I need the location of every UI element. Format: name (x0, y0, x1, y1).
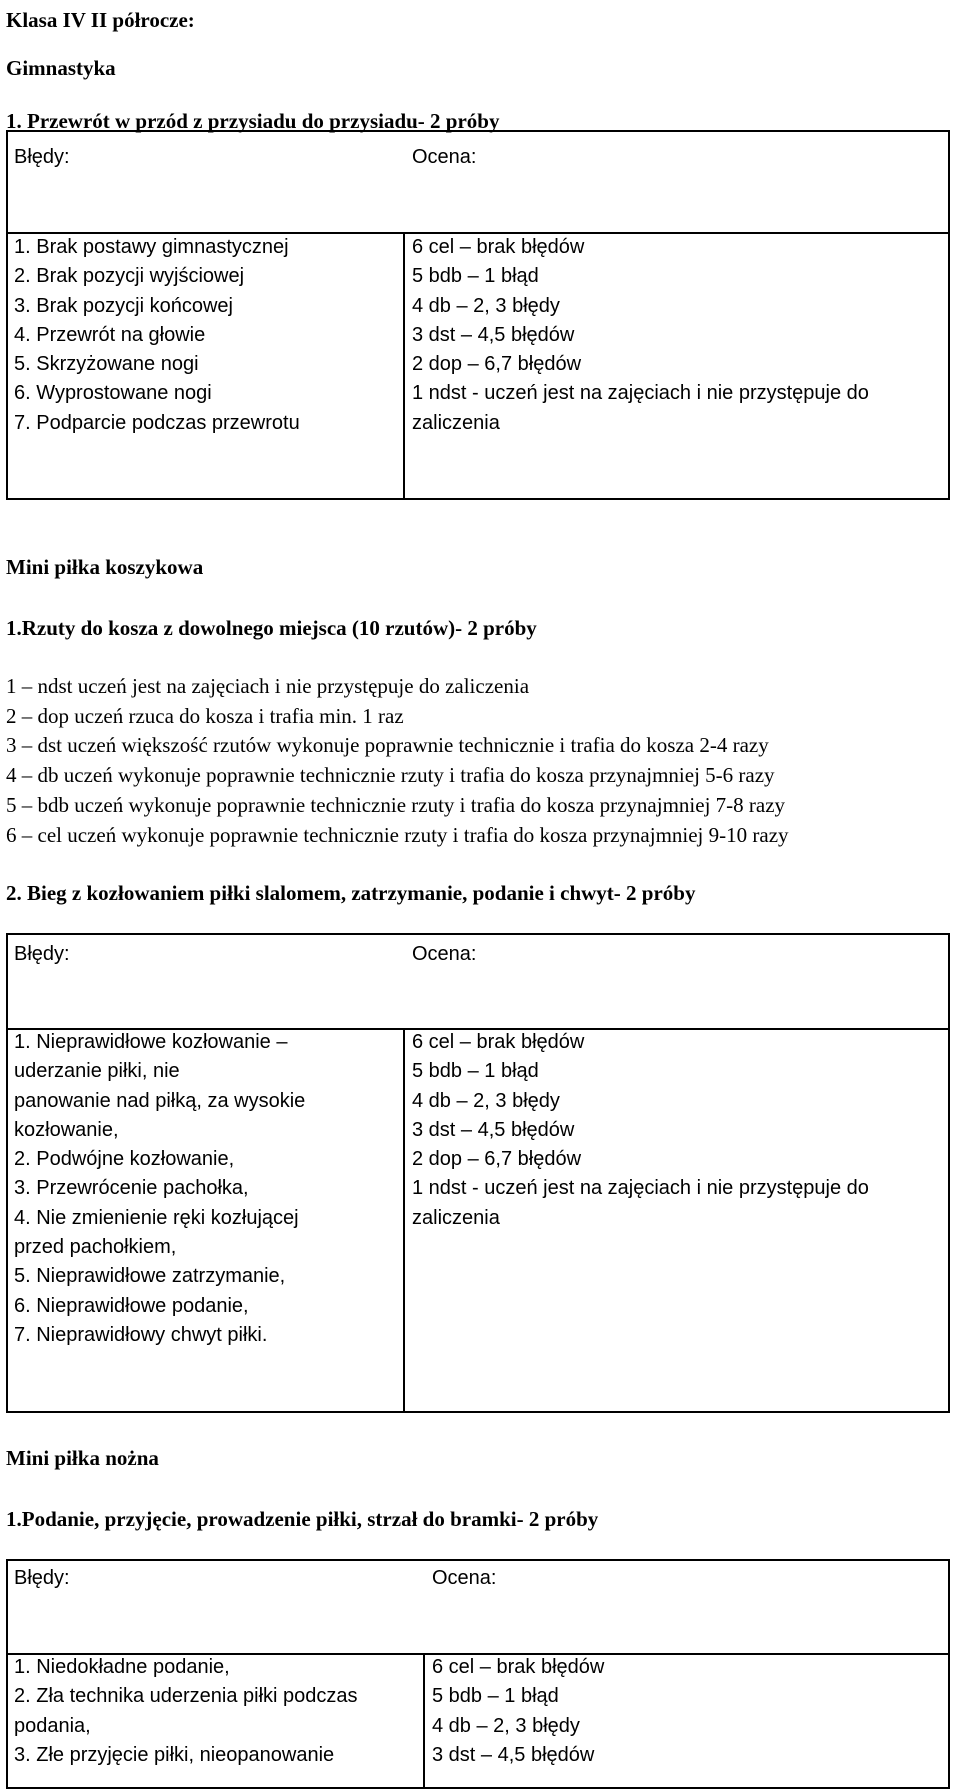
list-item: 7. Nieprawidłowy chwyt piłki. (14, 1323, 268, 1346)
list-item: 4 – db uczeń wykonuje poprawnie technicznie rzuty i trafia do kosza przynajmniej 5-6 razy (6, 763, 775, 788)
list-item: 6 cel – brak błędów (432, 1656, 605, 1678)
exercise-title-passing: 1.Podanie, przyjęcie, prowadzenie piłki, strzał do bramki- 2 próby (6, 1507, 599, 1531)
list-item: 2. Zła technika uderzenia piłki podczas (14, 1685, 358, 1708)
list-item: 3. Brak pozycji końcowej (14, 294, 233, 317)
grade-label: Ocena: (412, 943, 477, 965)
errors-label: Błędy: (14, 1567, 70, 1589)
gymnastics-errors-list (14, 233, 300, 438)
grade-label: Ocena: (432, 1567, 497, 1589)
list-item: 1 ndst - uczeń jest na zajęciach i nie przystępuje do (412, 382, 869, 405)
basketball-grades-list (412, 1028, 869, 1233)
errors-label: Błędy: (14, 146, 70, 168)
list-item: 1 – ndst uczeń jest na zajęciach i nie przystępuje do zaliczenia (6, 674, 530, 698)
errors-label: Błędy: (14, 943, 70, 965)
class-title: Klasa IV II półrocze: (6, 8, 195, 32)
list-item: 1. Nieprawidłowe kozłowanie – (14, 1031, 288, 1053)
list-item: 6. Wyprostowane nogi (14, 382, 212, 405)
list-item: uderzanie piłki, nie (14, 1060, 180, 1083)
list-item: 3 dst – 4,5 błędów (432, 1743, 595, 1766)
list-item: 7. Podparcie podczas przewrotu (14, 411, 300, 434)
section-heading-basketball: Mini piłka koszykowa (6, 555, 204, 579)
list-item: 5. Nieprawidłowe zatrzymanie, (14, 1265, 286, 1288)
list-item: kozłowanie, (14, 1118, 119, 1141)
list-item: panowanie nad piłką, za wysokie (14, 1089, 306, 1112)
list-item: 1. Niedokładne podanie, (14, 1656, 230, 1678)
list-item: 6. Nieprawidłowe podanie, (14, 1294, 249, 1317)
list-item: 6 – cel uczeń wykonuje poprawnie technicznie rzuty i trafia do kosza przynajmniej 9-10 razy (6, 822, 789, 847)
exercise-title-dribbling: 2. Bieg z kozłowaniem piłki slalomem, zatrzymanie, podanie i chwyt- 2 próby (6, 881, 696, 905)
list-item: 3. Przewrócenie pachołka, (14, 1177, 249, 1200)
list-item: 4. Przewrót na głowie (14, 323, 206, 346)
list-item: zaliczenia (412, 411, 500, 434)
list-item: 2 dop – 6,7 błędów (412, 1148, 582, 1171)
football-grades-list (432, 1653, 604, 1770)
football-errors-list (14, 1653, 358, 1770)
list-item: 2. Brak pozycji wyjściowej (14, 265, 245, 288)
basketball-criteria-list (6, 672, 789, 850)
list-item: 5 bdb – 1 błąd (412, 1060, 539, 1083)
list-item: podania, (14, 1714, 91, 1737)
list-item: 3. Złe przyjęcie piłki, nieopanowanie (14, 1743, 335, 1766)
exercise-title-shots: 1.Rzuty do kosza z dowolnego miejsca (10 rzutów)- 2 próby (6, 616, 537, 640)
exercise-title-roll: 1. Przewrót w przód z przysiadu do przysiadu- 2 próby (6, 109, 500, 133)
list-item: 4 db – 2, 3 błędy (412, 1089, 560, 1112)
list-item: 6 cel – brak błędów (412, 236, 585, 258)
list-item: 3 dst – 4,5 błędów (412, 323, 575, 346)
list-item: 2 dop – 6,7 błędów (412, 353, 582, 376)
list-item: 5. Skrzyżowane nogi (14, 353, 199, 376)
list-item: 5 bdb – 1 błąd (432, 1685, 559, 1708)
section-heading-gymnastics: Gimnastyka (6, 56, 116, 80)
list-item: 4 db – 2, 3 błędy (432, 1714, 580, 1737)
list-item: 4. Nie zmienienie ręki kozłującej (14, 1206, 299, 1229)
list-item: 5 – bdb uczeń wykonuje poprawnie technicznie rzuty i trafia do kosza przynajmniej 7-8 razy (6, 792, 786, 817)
list-item: 3 dst – 4,5 błędów (412, 1118, 575, 1141)
list-item: 5 bdb – 1 błąd (412, 265, 539, 288)
list-item: 2. Podwójne kozłowanie, (14, 1148, 235, 1171)
section-heading-football: Mini piłka nożna (6, 1446, 159, 1470)
list-item: 3 – dst uczeń większość rzutów wykonuje poprawnie technicznie i trafia do kosza 2-4 razy (6, 733, 769, 758)
list-item: 4 db – 2, 3 błędy (412, 294, 560, 317)
list-item: 1 ndst - uczeń jest na zajęciach i nie przystępuje do (412, 1177, 869, 1200)
basketball-errors-list (14, 1028, 305, 1350)
list-item: zaliczenia (412, 1206, 500, 1229)
list-item: 1. Brak postawy gimnastycznej (14, 236, 289, 258)
grade-label: Ocena: (412, 146, 477, 168)
gymnastics-grades-list (412, 233, 869, 438)
list-item: 6 cel – brak błędów (412, 1031, 585, 1053)
list-item: 2 – dop uczeń rzuca do kosza i trafia min. 1 raz (6, 703, 404, 728)
list-item: przed pachołkiem, (14, 1236, 177, 1259)
